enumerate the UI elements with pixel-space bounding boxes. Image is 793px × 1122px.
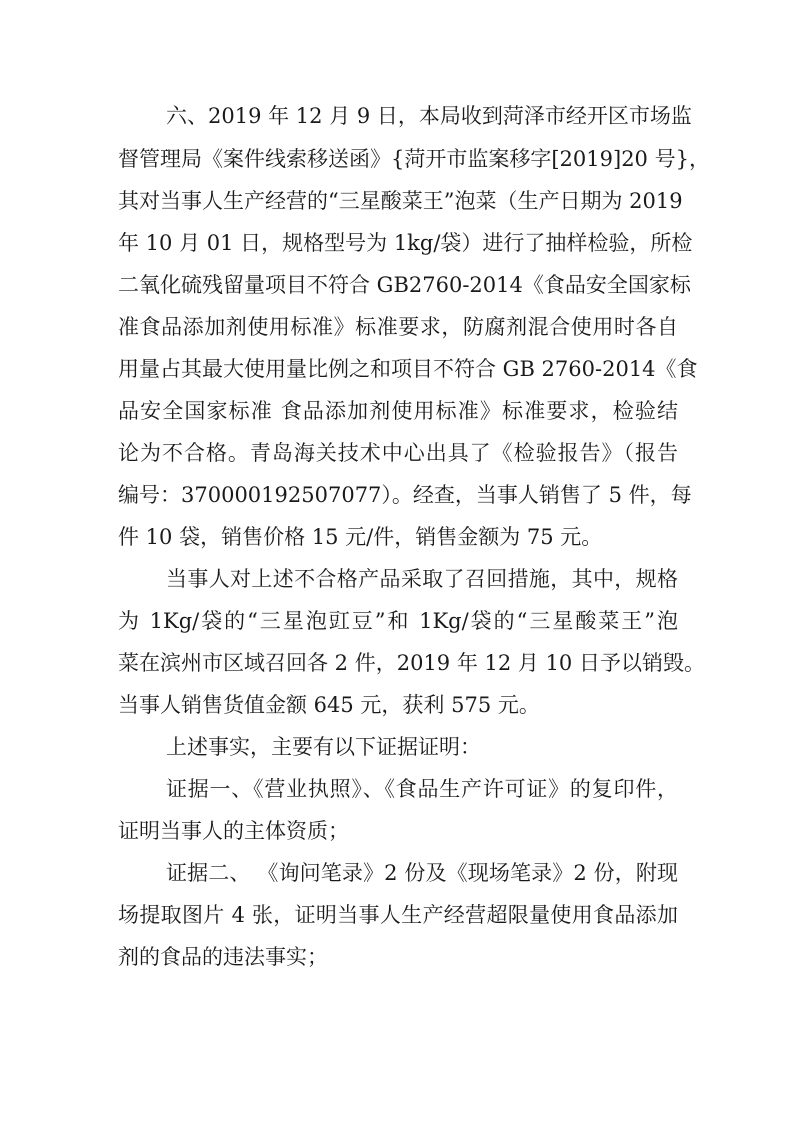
paragraph-1-line-4: 年 10 月 01 日，规格型号为 1kg/袋）进行了抽样检验，所检	[118, 231, 693, 255]
paragraph-2-line-3: 菜在滨州市区域召回各 2 件，2019 年 12 月 10 日予以销毁。	[118, 651, 705, 675]
paragraph-4-line-1: 证据一、《营业执照》、《食品生产许可证》的复印件，	[166, 777, 678, 801]
paragraph-1-line-6: 准食品添加剂使用标准》标准要求，防腐剂混合使用时各自	[118, 315, 678, 339]
paragraph-5-line-3: 剂的食品的违法事实；	[118, 945, 328, 969]
paragraph-1-line-10: 编号：370000192507077）。经查，当事人销售了 5 件，每	[118, 483, 692, 507]
paragraph-2-line-2: 为 1Kg/袋的“三星泡豇豆”和 1Kg/袋的“三星酸菜王”泡	[118, 609, 678, 633]
paragraph-1-line-5: 二氧化硫残留量项目不符合 GB2760-2014《食品安全国家标	[118, 273, 691, 297]
paragraph-3-line-1: 上述事实，主要有以下证据证明：	[166, 735, 481, 759]
paragraph-5-line-2: 场提取图片 4 张，证明当事人生产经营超限量使用食品添加	[118, 903, 678, 927]
paragraph-5-line-1: 证据二、 《询问笔录》2 份及《现场笔录》2 份，附现	[166, 861, 678, 885]
paragraph-1-line-7: 用量占其最大使用量比例之和项目不符合 GB 2760-2014《食	[118, 357, 698, 381]
paragraph-4-line-2: 证明当事人的主体资质；	[118, 819, 349, 843]
paragraph-2-line-4: 当事人销售货值金额 645 元，获利 575 元。	[118, 693, 540, 717]
paragraph-1-line-9: 论为不合格。青岛海关技术中心出具了《检验报告》（报告	[118, 441, 678, 465]
paragraph-1-line-2: 督管理局《案件线索移送函》{菏开市监案移字[2019]20 号}，	[118, 147, 710, 171]
paragraph-1-line-8: 品安全国家标准 食品添加剂使用标准》标准要求，检验结	[118, 399, 678, 423]
paragraph-1-line-1: 六、2019 年 12 月 9 日，本局收到菏泽市经开区市场监	[166, 104, 692, 128]
paragraph-1-line-11: 件 10 袋，销售价格 15 元/件，销售金额为 75 元。	[118, 525, 603, 549]
paragraph-1-line-3: 其对当事人生产经营的“三星酸菜王”泡菜（生产日期为 2019	[118, 189, 683, 213]
paragraph-2-line-1: 当事人对上述不合格产品采取了召回措施，其中，规格	[166, 567, 678, 591]
